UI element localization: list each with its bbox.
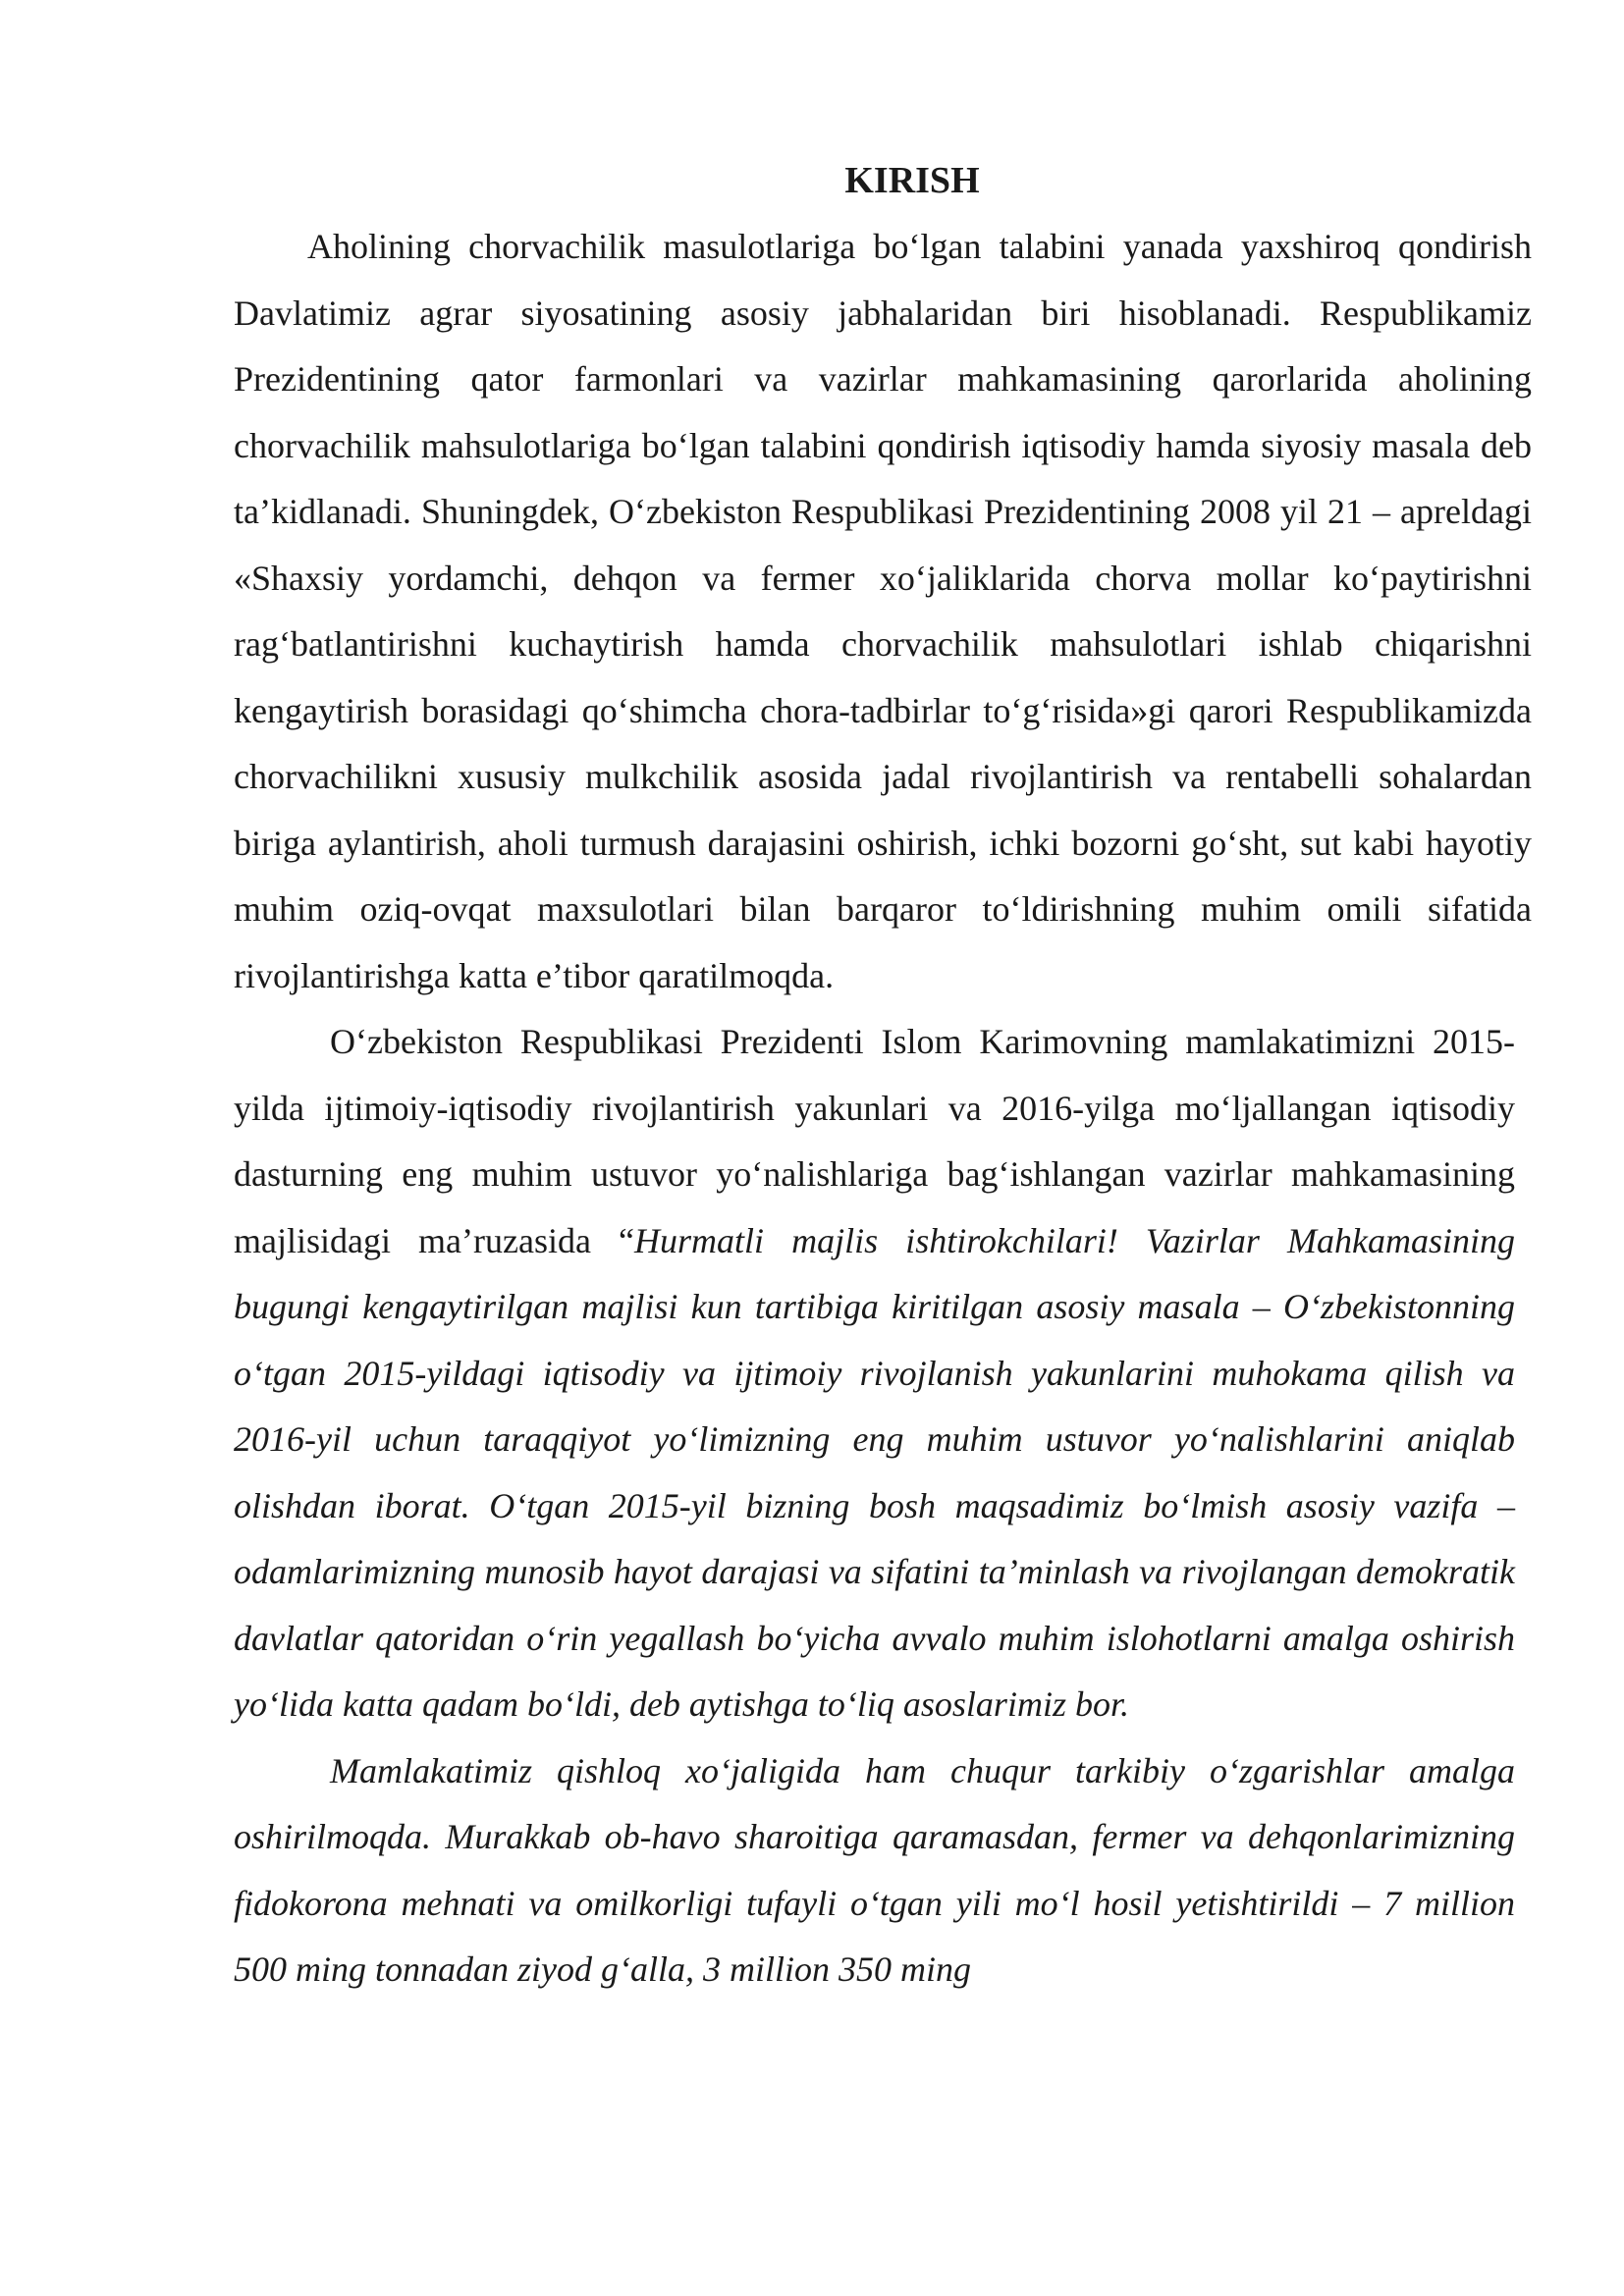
document-title: KIRISH [844, 160, 980, 201]
paragraph-agriculture: Mamlakatimiz qishloq xo‘jaligida ham chuqur tarkibiy o‘zgarishlar amalga oshirilmoqda. Murakkab ob-havo sharoitiga qaramasdan, fermer va dehqonlarimizning fidokorona mehnati va omilkorligi tufayli o‘tgan yili mo‘l hosil yetishtirildi – 7 million 500 ming tonnadan ziyod g‘alla, 3 million 350 ming [234, 1750, 1515, 1989]
paragraph-intro: Aholining chorvachilik masulotlariga bo‘lgan talabini yanada yaxshiroq qondirish Davlatimiz agrar siyosatining asosiy jabhalaridan biri hisoblanadi. Respublikamiz Prezidentining qator farmonlari va vazirlar mahkamasining qarorlarida aholining chorvachilik mahsulotlariga bo‘lgan talabini qondirish iqtisodiy hamda siyosiy masala deb ta’kidlanadi. Shuningdek, O‘zbekiston Respublikasi Prezidentining 2008 yil 21 – apreldagi «Shaxsiy yordamchi, dehqon va fermer xo‘jaliklarida chorva mollar ko‘paytirishni rag‘batlantirishni kuchaytirish hamda chorvachilik mahsulotlari ishlab chiqarishni kengaytirish borasidagi qo‘shimcha chora-tadbirlar to‘g‘risida»gi qarori Respublikamizda chorvachilikni xususiy mulkchilik asosida jadal rivojlantirish va rentabelli sohalardan biriga aylantirish, aholi turmush darajasini oshirish, ichki bozorni go‘sht, sut kabi hayotiy muhim oziq-ovqat maxsulotlari bilan barqaror to‘ldirishning muhim omili sifatida rivojlantirishga katta e’tibor qaratilmoqda. [234, 227, 1532, 995]
paragraph-president-speech [234, 1009, 1515, 1738]
paragraph-regular-text: O‘zbekiston Respublikasi Prezidenti Islom Karimovning mamlakatimizni 2015-yilda ijtimoiy-iqtisodiy rivojlantirish yakunlari va 2016-yilga mo‘ljallangan iqtisodiy dasturning eng muhim ustuvor yo‘nalishlariga bag‘ishlangan vazirlar mahkamasining majlisidagi ma’ruzasida “ [234, 1022, 1515, 1260]
speech-quote: Hurmatli majlis ishtirokchilari! Vazirlar Mahkamasining bugungi kengaytirilgan majlisi kun tartibiga kiritilgan asosiy masala – O‘zbekistonning o‘tgan 2015-yildagi iqtisodiy va ijtimoiy rivojlanish yakunlarini muhokama qilish va 2016-yil uchun taraqqiyot yo‘limizning eng muhim ustuvor yo‘nalishlarini aniqlab olishdan iborat. O‘tgan 2015-yil bizning bosh maqsadimiz bo‘lmish asosiy vazifa – odamlarimizning munosib hayot darajasi va sifatini ta’minlash va rivojlangan demokratik davlatlar qatoridan o‘rin yegallash bo‘yicha avvalo muhim islohotlarni amalga oshirish yo‘lida katta qadam bo‘ldi, deb aytishga to‘liq asoslarimiz bor. [234, 1220, 1515, 1724]
document-page [234, 147, 1532, 2003]
